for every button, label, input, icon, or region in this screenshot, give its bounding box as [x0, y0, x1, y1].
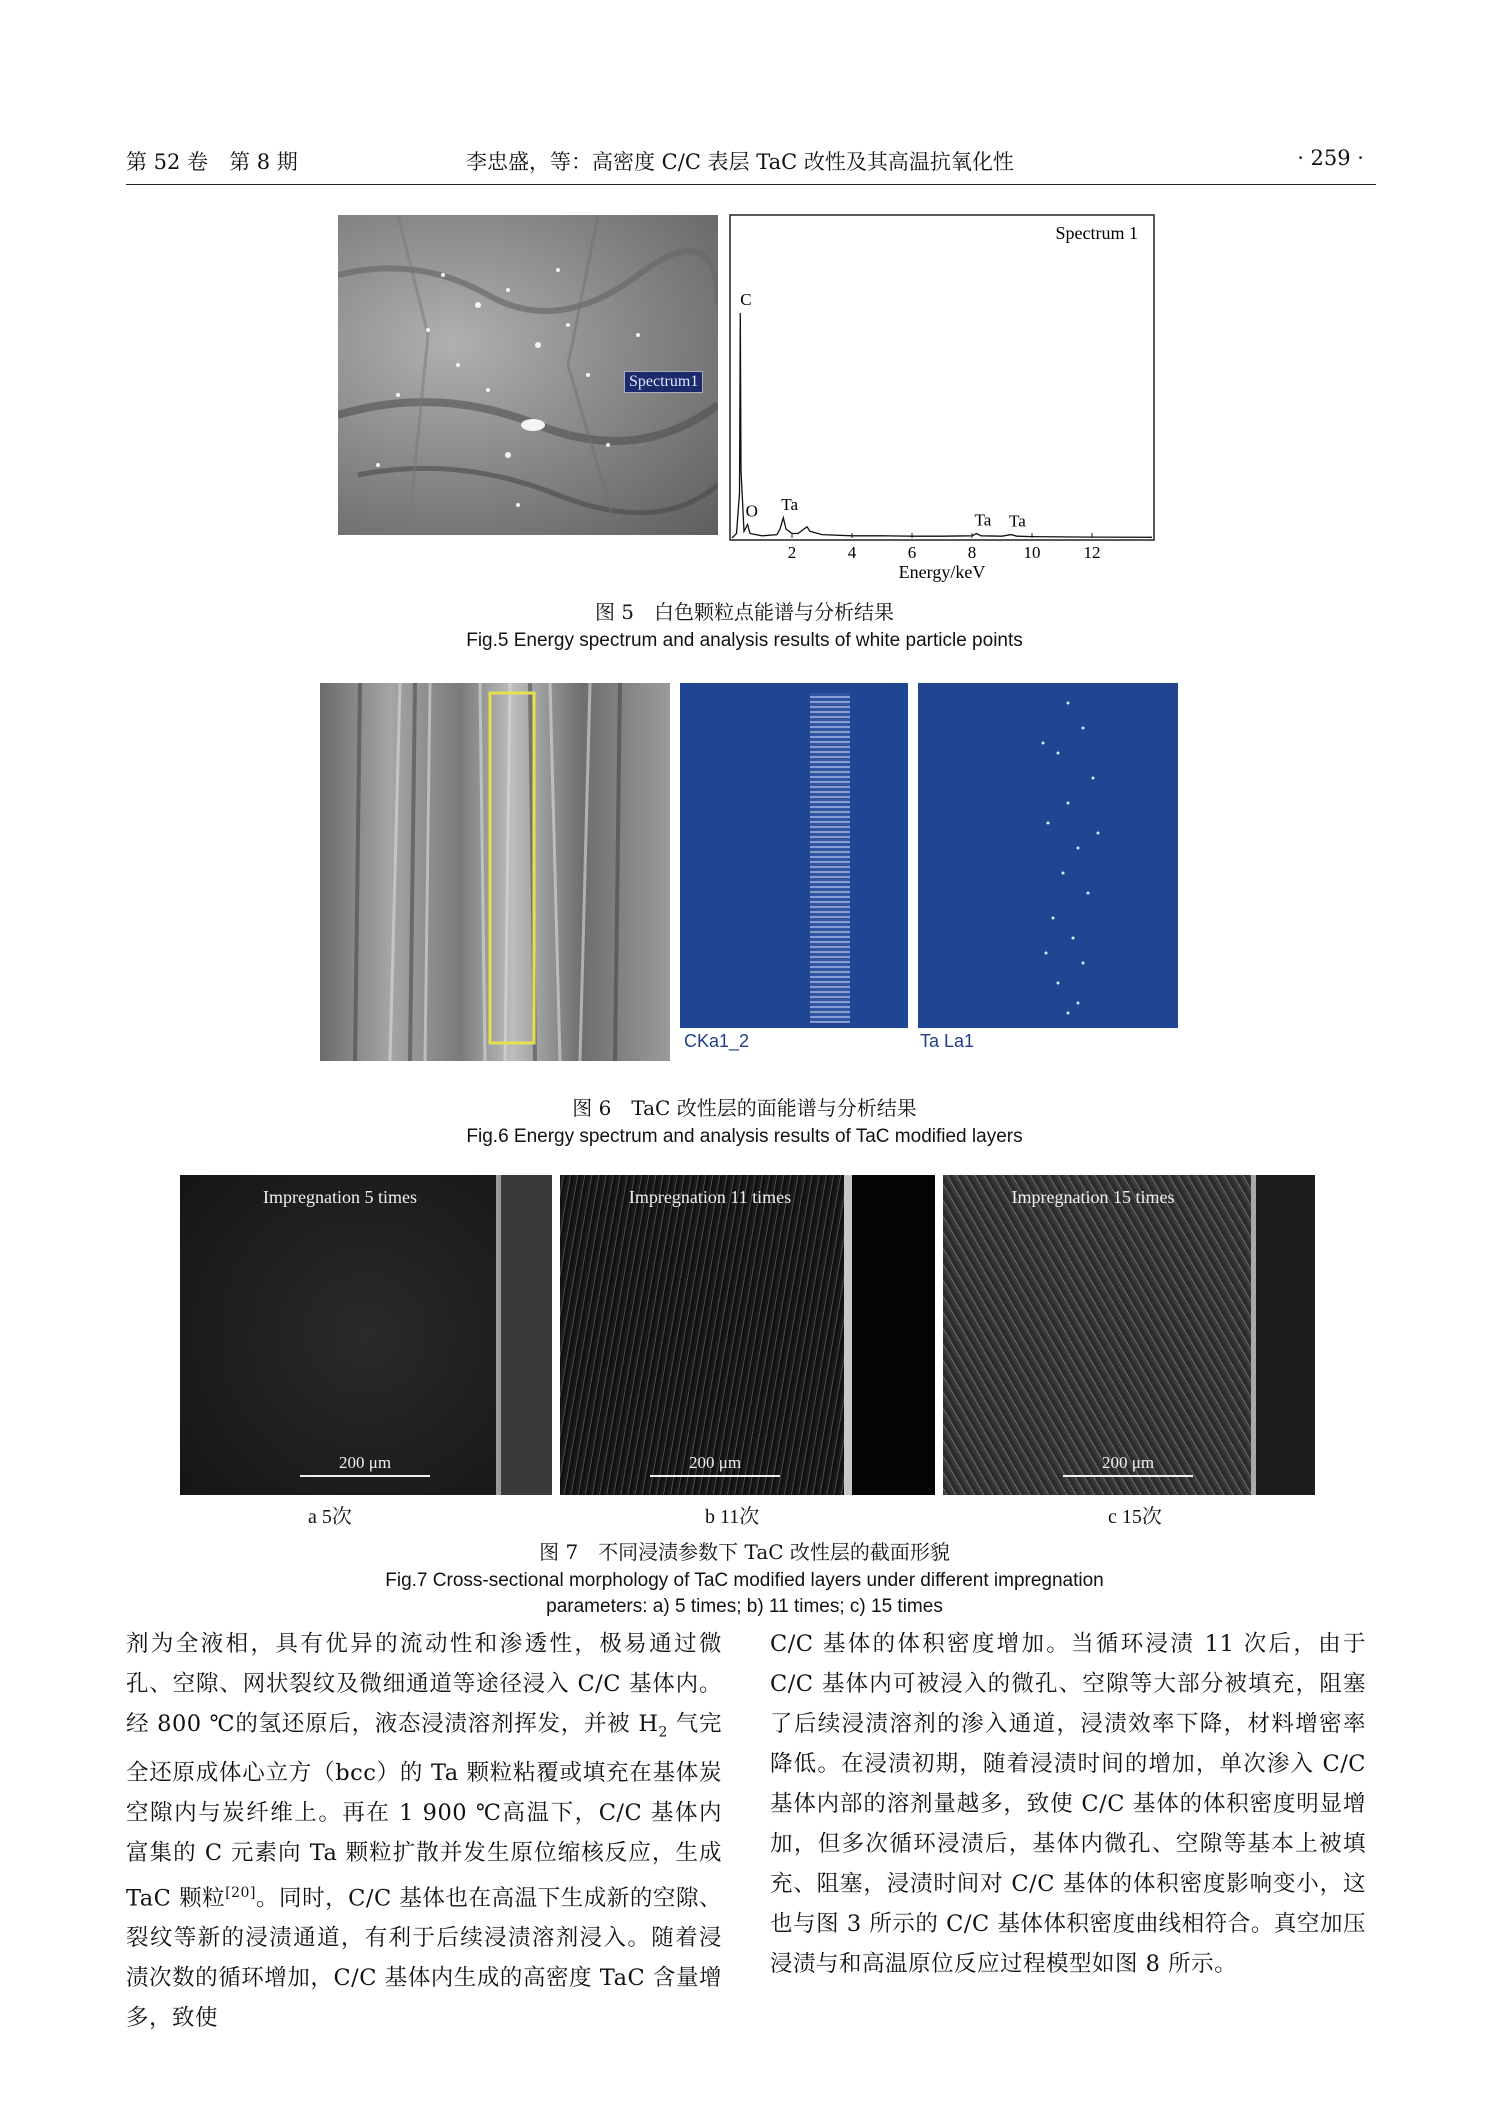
article-running-title: 李忠盛，等：高密度 C/C 表层 TaC 改性及其高温抗氧化性: [466, 150, 1014, 174]
panel-c-sublabel: c 15次: [1108, 1506, 1162, 1528]
panel-c-scalebar: [1063, 1453, 1193, 1477]
panel-b-scale-text: 200 μm: [688, 1453, 742, 1472]
peak-label-ta: Ta: [1009, 511, 1026, 531]
fig5-caption-en: Fig.5 Energy spectrum and analysis results of white particle points: [466, 630, 1023, 651]
body-right-paragraph: C/C 基体的体积密度增加。当循环浸渍 11 次后，由于 C/C 基体内可被浸入的微孔、空隙等大部分被填充，阻塞了后续浸渍溶剂的渗入通道，浸渍效率下降，材料增密率降低。在浸渍初期，随着浸渍时间的增加，单次渗入 C/C 基体内部的溶剂量越多，致使 C/C 基体的体积密度明显增加，但多次循环浸渍后，基体内微孔、空隙等基本上被填充、阻塞，浸渍时间对 C/C 基体的体积密度影响变小，这也与图 3 所示的 C/C 基体体积密度曲线相符合。真空加压浸渍与和高温原位反应过程模型如图 8 所示。: [770, 1631, 1366, 1977]
fig6-caption-cn: 图 6 TaC 改性层的面能谱与分析结果: [572, 1096, 917, 1120]
body-left-paragraph: [126, 1624, 722, 2038]
x-tick-label: 2: [787, 543, 797, 562]
x-tick-label: 8: [967, 543, 977, 562]
panel-b-scalebar: [650, 1453, 780, 1477]
panel-a-scalebar: [300, 1453, 430, 1477]
fig5-eds-chart: [728, 213, 1168, 593]
panel-a-sublabel: a 5次: [308, 1506, 352, 1528]
journal-volume: 第 52 卷 第 8 期: [126, 150, 298, 174]
body-left-text-2: 气完全还原成体心立方（bcc）的 Ta 颗粒粘覆或填充在基体炭空隙内与炭纤维上。再在 1 900 ℃高温下，C/C 基体内富集的 C 元素向 Ta 颗粒扩散并发生原位缩核反应，生成 TaC 颗粒: [126, 1711, 723, 1911]
peak-label-ta: Ta: [781, 494, 799, 514]
x-tick-label: 4: [847, 543, 857, 562]
fig7-panel-a: [180, 1175, 552, 1495]
chart-frame: [730, 215, 1154, 540]
panel-b-title: Impregnation 11 times: [628, 1187, 792, 1207]
peak-label-c: C: [740, 290, 752, 309]
chart-title: Spectrum 1: [1055, 223, 1138, 243]
fig5-caption-cn: 图 5 白色颗粒点能谱与分析结果: [594, 600, 895, 624]
fig5-sem-image: [338, 215, 718, 535]
body-left-text-3: 。同时，C/C 基体也在高温下生成新的空隙、裂纹等新的浸渍通道，有利于后续浸渍溶剂浸入。随着浸渍次数的循环增加，C/C 基体内生成的高密度 TaC 含量增多，致使: [126, 1885, 722, 2031]
reference-marker: [20]: [225, 1884, 256, 1901]
tantalum-signal-dots: [918, 683, 1178, 1028]
fig6-tantalum-map: [918, 683, 1178, 1028]
carbon-map-label: CKa1_2: [680, 1031, 912, 1061]
x-tick-label: 6: [907, 543, 917, 562]
peak-label-ta: Ta: [974, 510, 992, 530]
fig6-carbon-map: [680, 683, 908, 1028]
x-tick-label: 12: [1083, 543, 1101, 562]
page-number: · 259 ·: [1297, 146, 1364, 170]
panel-b-sublabel: b 11次: [705, 1506, 760, 1528]
panel-c-scale-text: 200 μm: [1101, 1453, 1155, 1472]
panel-a-title: Impregnation 5 times: [263, 1187, 417, 1207]
body-left-h2: H: [638, 1711, 659, 1737]
chart-x-axis-label: Energy/keV: [898, 562, 986, 582]
peak-label-o: O: [745, 501, 758, 521]
spectrum-marker-label: Spectrum1: [624, 371, 703, 393]
body-left-text-1: 剂为全液相，具有优异的流动性和渗透性，极易通过微孔、空隙、网状裂纹及微细通道等途径浸入 C/C 基体内。经 800 ℃的氢还原后，液态浸渍溶剂挥发，并被: [126, 1631, 722, 1737]
fig7-caption-cn: 图 7 不同浸渍参数下 TaC 改性层的截面形貌: [539, 1540, 950, 1564]
panel-a-scale-text: 200 μm: [338, 1453, 392, 1472]
panel-c-title: Impregnation 15 times: [1011, 1187, 1175, 1207]
x-tick-label: 10: [1023, 543, 1041, 562]
fig7-caption-en-line1: Fig.7 Cross-sectional morphology of TaC modified layers under different impregnation: [385, 1570, 1104, 1591]
body-left-h2-sub: 2: [658, 1724, 668, 1741]
header-rule: [126, 184, 1376, 185]
fig6-sem-image: [320, 683, 670, 1061]
tantalum-map-label: Ta La1: [920, 1031, 975, 1051]
body-left-column: [126, 1624, 722, 2038]
fig7-panel-c: [943, 1175, 1315, 1495]
fig7-caption-en-line2: parameters: a) 5 times; b) 11 times; c) 15 times: [546, 1596, 943, 1617]
scan-region-box: [490, 693, 534, 1043]
fig6-caption-en: Fig.6 Energy spectrum and analysis results of TaC modified layers: [466, 1126, 1023, 1147]
running-header: [126, 146, 1364, 186]
fig7-panel-b: [560, 1175, 935, 1495]
fig6-sem-texture: [320, 683, 670, 1061]
carbon-signal-band: [810, 693, 850, 1023]
body-right-column: [770, 1624, 1366, 1984]
